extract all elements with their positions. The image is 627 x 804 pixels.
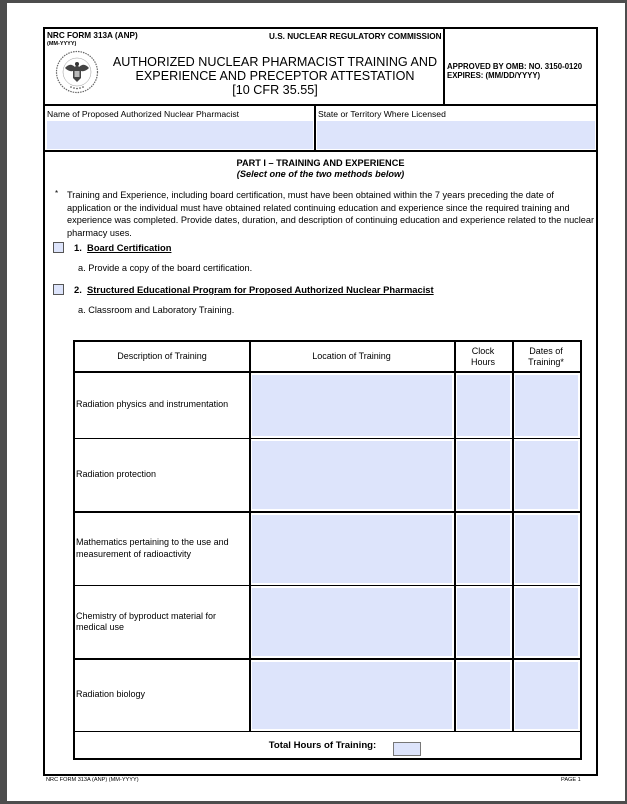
part-title: PART I – TRAINING AND EXPERIENCE [236,158,405,168]
dates-field[interactable] [515,515,578,583]
table-row [75,439,580,511]
header-text: Training* [528,356,564,367]
header-text: Location of Training [312,351,391,361]
structured-program-checkbox[interactable] [53,284,64,295]
training-description: Radiation protection [76,469,157,480]
viewer-frame [0,0,7,804]
dates-field[interactable] [515,441,578,509]
training-table [73,340,582,760]
board-certification-checkbox[interactable] [53,242,64,253]
training-description: Mathematics pertaining to the use and measurement of radioactivity [76,537,229,559]
title-line: [10 CFR 35.55] [232,83,318,97]
option-board-certification [74,242,171,253]
header-text: Clock [471,345,495,356]
dates-field[interactable] [515,588,578,656]
total-hours-field[interactable] [393,742,421,756]
location-field[interactable] [252,588,452,656]
agency-name: U.S. NUCLEAR REGULATORY COMMISSION [269,32,442,41]
asterisk: * [55,189,59,198]
option-instruction: a. Classroom and Laboratory Training. [78,305,235,315]
training-description: Chemistry of byproduct material for medical use [76,610,217,632]
table-row [75,513,580,585]
divider [45,104,596,106]
title-line: EXPERIENCE AND PRECEPTOR ATTESTATION [135,69,415,83]
header-text: Hours [470,356,495,367]
total-hours-label: Total Hours of Training: [268,739,377,751]
name-label: Name of Proposed Authorized Nuclear Pharmacist [47,109,240,119]
title-line: AUTHORIZED NUCLEAR PHARMACIST TRAINING AND [112,55,438,69]
header-clock-hours [454,342,512,371]
option-instruction: a. Provide a copy of the board certification. [78,263,253,273]
table-gridline [454,342,456,731]
header-description [75,342,249,371]
clock-hours-field[interactable] [457,441,510,509]
dates-field[interactable] [515,375,578,436]
divider [314,106,316,152]
header-location [249,342,454,371]
clock-hours-field[interactable] [457,515,510,583]
option-structured-program [74,284,434,295]
table-row [75,660,580,731]
pharmacist-name-field[interactable] [47,121,313,149]
option-label: Structured Educational Program for Proposed Authorized Nuclear Pharmacist [87,284,434,295]
location-field[interactable] [252,441,452,509]
omb-number: APPROVED BY OMB: NO. 3150-0120 [447,62,583,71]
table-row [75,586,580,658]
omb-expires: EXPIRES: (MM/DD/YYYY) [447,71,541,80]
location-field[interactable] [252,375,452,436]
divider [45,150,596,152]
table-row [75,373,580,438]
state-territory-field[interactable] [317,121,595,149]
option-label: Board Certification [87,242,172,253]
option-number: 2. [74,284,82,295]
nrc-seal-icon [55,50,99,94]
table-gridline [249,342,251,731]
location-field[interactable] [252,662,452,729]
total-hours-row [75,732,580,758]
header-text: Description of Training [117,351,207,361]
footer-page-number: PAGE 1 [561,777,581,783]
footer-form-id: NRC FORM 313A (ANP) (MM-YYYY) [46,777,139,783]
form-id: NRC FORM 313A (ANP) [47,31,138,40]
viewer-frame [0,0,627,3]
training-note: Training and Experience, including board certification, must have been obtained within the 7 years preceding the date of application or the individual must have obtained related continuing education and experience since the required training and experience was completed. Provide dates, duration, and description of continuing education and experience related to the nuclear pharmacy uses. [67,190,595,238]
training-description: Radiation physics and instrumentation [76,399,229,410]
header-text: Dates of [529,345,563,356]
omb-info [447,62,582,80]
form-title [105,55,445,97]
training-description: Radiation biology [76,689,146,700]
state-label: State or Territory Where Licensed [318,109,446,119]
form-page [43,27,598,776]
part-subtitle: (Select one of the two methods below) [236,169,405,179]
clock-hours-field[interactable] [457,662,510,729]
location-field[interactable] [252,515,452,583]
clock-hours-field[interactable] [457,375,510,436]
clock-hours-field[interactable] [457,588,510,656]
dates-field[interactable] [515,662,578,729]
table-gridline [512,342,514,731]
option-number: 1. [74,242,82,253]
form-date: (MM-YYYY) [47,41,77,47]
header-dates [512,342,580,371]
